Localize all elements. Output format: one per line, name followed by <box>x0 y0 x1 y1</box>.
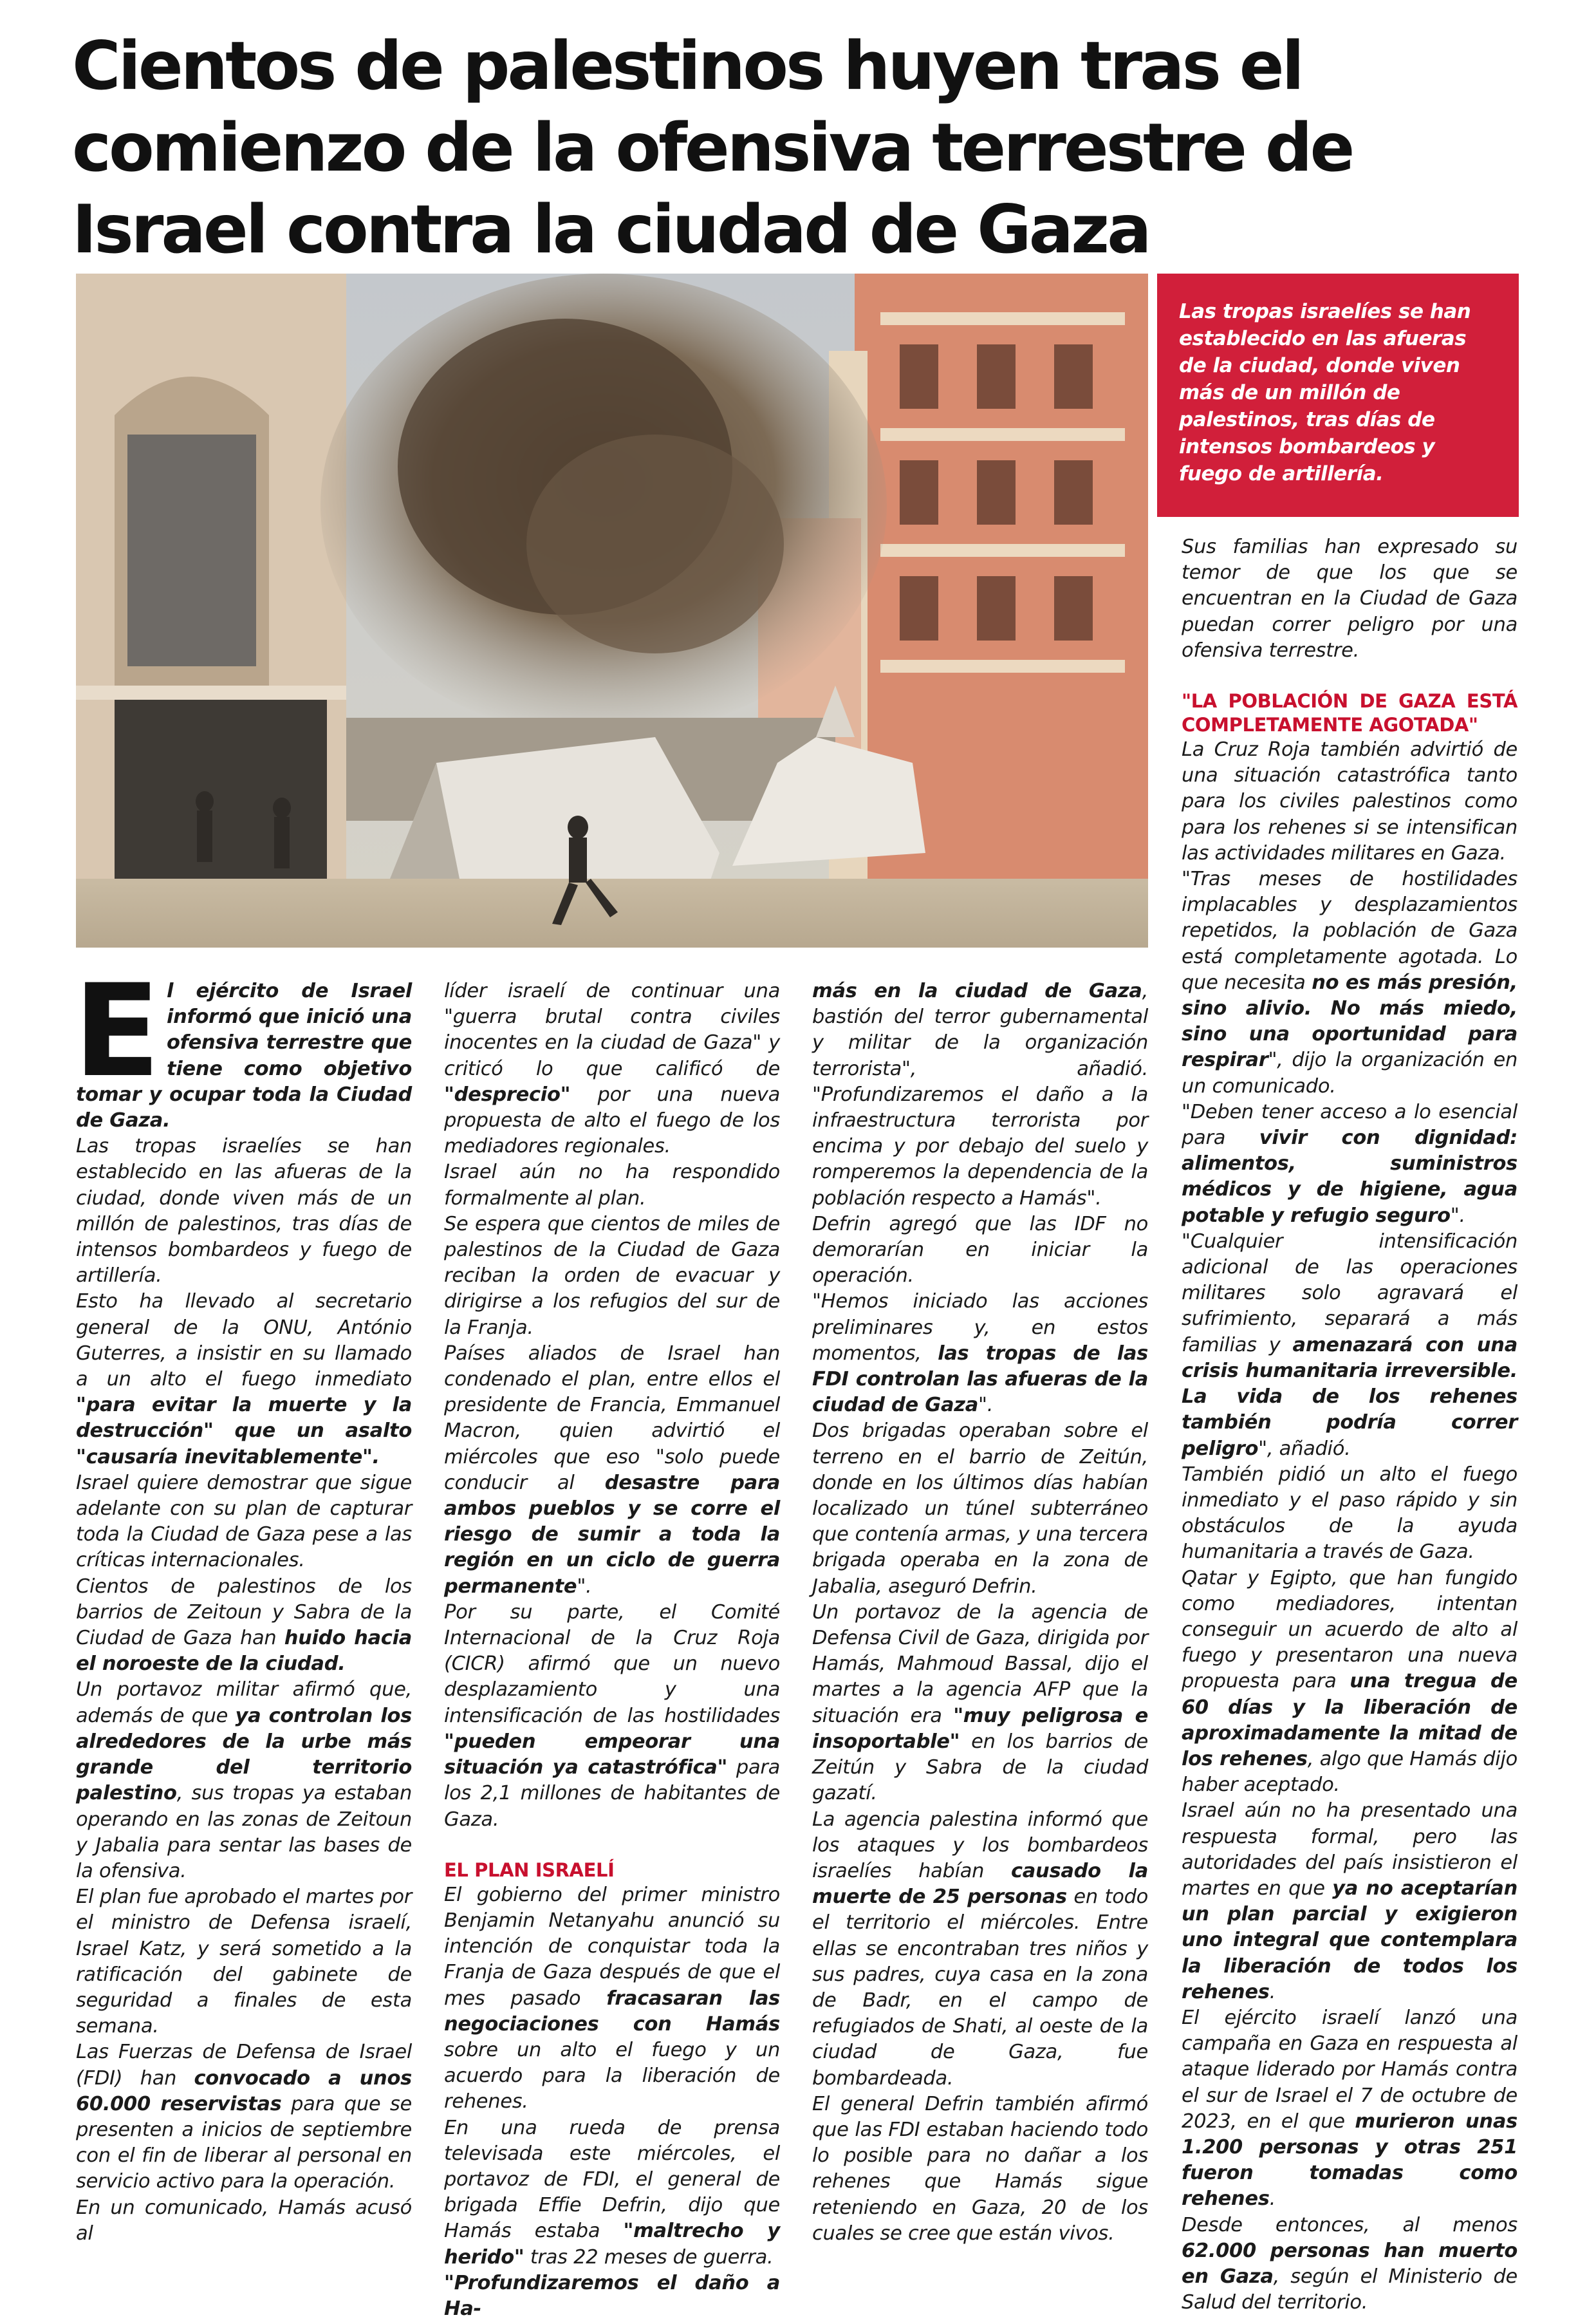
paragraph: Las Fuerzas de Defensa de Israel (FDI) han convocado a unos 60.000 reservistas para que se presenten a inicios de septiembre con el fin de liberar al personal en servicio activo para la operación. <box>76 2041 412 2193</box>
paragraph: Esto ha llevado al secretario general de la ONU, António Guterres, a insistir en su llamado a un alto el fuego inmediato "para evitar la muerte y la destrucción" que un asalto "causaría inevitablemente". <box>76 1290 412 1468</box>
paragraph: Sus familias han expresado su temor de que los que se encuentran en la Ciudad de Gaza puedan correr peligro por una ofensiva terrestre. <box>1182 536 1517 662</box>
paragraph: Países aliados de Israel han condenado el plan, entre ellos el presidente de Francia, Emmanuel Macron, quien advirtió el miércoles que eso "solo puede conducir al desastre para ambos pueblos y se corre el riesgo de sumir a toda la región en un ciclo de guerra permanente". <box>444 1342 780 1598</box>
paragraph: Por su parte, el Comité Internacional de la Cruz Roja (CICR) afirmó que un nuevo desplazamiento y una intensificación de las hostilidades "pueden empeorar una situación ya catastrófica" para los 2,1 millones de habitantes de Gaza. <box>444 1600 780 1831</box>
paragraph: También pidió un alto el fuego inmediato y el paso rápido y sin obstáculos de la ayuda humanitaria a través de Gaza. <box>1182 1463 1517 1564</box>
paragraph: Dos brigadas operaban sobre el terreno en el barrio de Zeitún, donde en los últimos días habían localizado un túnel subterráneo que contenía armas, y una tercera brigada operaba en la zona de Jabalia, aseguró Defrin. <box>812 1419 1148 1598</box>
news-photo <box>76 274 1148 948</box>
explosion-photo-illustration <box>76 274 1148 948</box>
lead-paragraph: l ejército de Israel informó que inició una ofensiva terrestre que tiene como objetivo tomar y ocupar toda la Ciudad de Gaza. <box>76 980 412 1132</box>
paragraph: Israel aún no ha presentado una respuesta formal, pero las autoridades del país insistieron el martes en que ya no aceptarían un plan parcial y exigieron uno integral que contemplara la liberación de todos los rehenes. <box>1182 1799 1517 2003</box>
paragraph: Las tropas israelíes se han establecido en las afueras de la ciudad, donde viven más de un millón de palestinos, tras días de intensos bombardeos y fuego de artillería. <box>76 1135 412 1287</box>
section-subhead: EL PLAN ISRAELÍ <box>444 1859 615 1881</box>
paragraph: "Hemos iniciado las acciones preliminares y, en estos momentos, las tropas de las FDI controlan las afueras de la ciudad de Gaza". <box>812 1290 1148 1417</box>
headline: Cientos de palestinos huyen tras el comienzo de la ofensiva terrestre de Israel contra la ciudad de Gaza <box>72 28 1353 268</box>
article-column-4 <box>1182 534 1517 2316</box>
paragraph: Defrin agregó que las IDF no demorarían en iniciar la operación. <box>812 1212 1148 1287</box>
paragraph: "Deben tener acceso a lo esencial para vivir con dignidad: alimentos, suministros médicos y de higiene, agua potable y refugio seguro". <box>1182 1100 1517 1227</box>
paragraph: más en la ciudad de Gaza, bastión del terror gubernamental y militar de la organización terrorista", añadió. "Profundizaremos el daño a la infraestructura terrorista por encima y por debajo del suelo y romperemos la dependencia de la población respecto a Hamás". <box>812 980 1148 1210</box>
paragraph: "Profundizaremos el daño a Ha- <box>444 2271 780 2320</box>
paragraph: Desde entonces, al menos 62.000 personas han muerto en Gaza, según el Ministerio de Salud del territorio. <box>1182 2213 1517 2314</box>
paragraph: En un comunicado, Hamás acusó al <box>76 2196 412 2245</box>
paragraph: El general Defrin también afirmó que las FDI estaban haciendo todo lo posible para no dañar a los rehenes que Hamás sigue reteniendo en Gaza, 20 de los cuales se cree que están vivos. <box>812 2092 1148 2245</box>
article-column-3 <box>812 978 1148 2247</box>
paragraph: "Tras meses de hostilidades implacables y desplazamientos repetidos, la población de Gaza está completamente agotada. Lo que necesita no es más presión, sino alivio. No más miedo, sino una oportunidad para respirar", dijo la organización en un comunicado. <box>1182 868 1518 1098</box>
paragraph: La Cruz Roja también advirtió de una situación catastrófica tanto para los civiles palestinos como para los rehenes si se intensifican las actividades militares en Gaza. <box>1182 738 1517 865</box>
paragraph: El plan fue aprobado el martes por el ministro de Defensa israelí, Israel Katz, y será sometido a la ratificación del gabinete de seguridad a finales de esta semana. <box>76 1886 412 2038</box>
article-column-1 <box>73 957 413 2247</box>
drop-cap: E <box>73 957 160 1105</box>
paragraph: Un portavoz de la agencia de Defensa Civil de Gaza, dirigida por Hamás, Mahmoud Bassal, dijo el martes a la agencia AFP que la situación era "muy peligrosa e insoportable" en los barrios de Zeitún y Sabra de la ciudad gazatí. <box>812 1600 1148 1805</box>
paragraph: El ejército israelí lanzó una campaña en Gaza en respuesta al ataque liderado por Hamás contra el sur de Israel el 7 de octubre de 2023, en el que murieron unas 1.200 personas y otras 251 fueron tomadas como rehenes. <box>1182 2006 1517 2211</box>
paragraph: Cientos de palestinos de los barrios de Zeitoun y Sabra de la Ciudad de Gaza han huido hacia el noroeste de la ciudad. <box>76 1575 413 1676</box>
paragraph: líder israelí de continuar una "guerra brutal contra civiles inocentes en la ciudad de Gaza" y criticó lo que calificó de "desprecio" por una nueva propuesta de alto el fuego de los mediadores regionales. <box>444 980 780 1158</box>
paragraph: "Cualquier intensificación adicional de las operaciones militares solo agravará el sufrimiento, separará a más familias y amenazará con una crisis humanitaria irreversible. La vida de los rehenes también podría correr peligro", añadió. <box>1182 1230 1517 1460</box>
callout-box: Las tropas israelíes se han establecido en las afueras de la ciudad, donde viven más de un millón de palestinos, tras días de intensos bombardeos y fuego de artillería. <box>1157 274 1519 517</box>
paragraph: El gobierno del primer ministro Benjamin Netanyahu anunció su intención de conquistar toda la Franja de Gaza después de que el mes pasado fracasaran las negociaciones con Hamás sobre un alto el fuego y un acuerdo para la liberación de rehenes. <box>444 1883 781 2113</box>
paragraph: Se espera que cientos de miles de palestinos de la Ciudad de Gaza reciban la orden de evacuar y dirigirse a los refugios del sur de la Franja. <box>444 1212 780 1339</box>
paragraph: Qatar y Egipto, que han fungido como mediadores, intentan conseguir un acuerdo de alto al fuego y presentaron una nueva propuesta para una tregua de 60 días y la liberación de aproximadamente la mitad de los rehenes, algo que Hamás dijo haber aceptado. <box>1182 1566 1518 1797</box>
paragraph: La agencia palestina informó que los ataques y los bombardeos israelíes habían causado la muerte de 25 personas en todo el territorio el miércoles. Entre ellas se encontraban tres niños y sus padres, cuya casa en la zona de Badr, en el campo de refugiados de Shati, al oeste de la ciudad de Gaza, fue bombardeada. <box>812 1808 1148 2090</box>
article-column-2 <box>444 978 780 2322</box>
paragraph: Un portavoz militar afirmó que, además de que ya controlan los alrededores de la urbe más grande del territorio palestino, sus tropas ya estaban operando en las zonas de Zeitoun y Jabalia para sentar las bases de la ofensiva. <box>76 1678 412 1882</box>
paragraph: Israel quiere demostrar que sigue adelante con su plan de capturar toda la Ciudad de Gaza pese a las críticas internacionales. <box>76 1471 412 1572</box>
paragraph: Israel aún no ha respondido formalmente al plan. <box>444 1161 780 1210</box>
section-subhead: "LA POBLACIÓN DE GAZA ESTÁ COMPLETAMENTE AGOTADA" <box>1182 690 1517 736</box>
paragraph: En una rueda de prensa televisada este miércoles, el portavoz de FDI, el general de brigada Effie Defrin, dijo que Hamás estaba "maltrecho y herido" tras 22 meses de guerra. <box>444 2116 780 2269</box>
